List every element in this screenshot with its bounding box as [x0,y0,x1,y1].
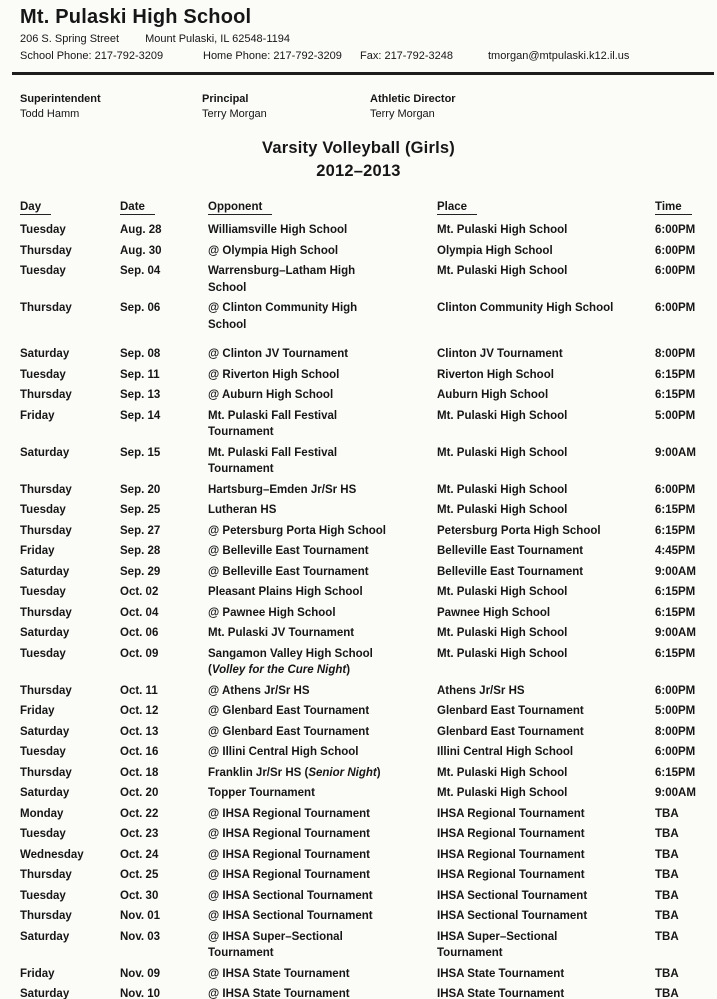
time-cell: 6:15PM [655,504,696,516]
day-cell: Thursday [20,606,72,619]
place-cell: Riverton High School [437,368,554,381]
place-cell: Auburn High School [437,389,549,401]
time-cell: TBA [655,869,679,881]
schedule-row [0,722,717,743]
date-cell: Oct. 16 [120,746,159,758]
opponent-cell: @ IHSA Sectional Tournament [208,889,373,902]
place-cell: Glenbard East Tournament [437,705,584,717]
place-cell: IHSA Sectional Tournament [437,889,588,902]
day-cell: Thursday [20,524,72,537]
col-header-place [437,201,655,215]
day-cell: Saturday [20,446,70,459]
school-name: Mt. Pulaski High School [20,6,252,28]
place-cell: Mt. Pulaski High School [437,409,568,422]
schedule-row [0,406,717,443]
date-cell: Oct. 13 [120,725,159,738]
col-header-date [120,201,208,215]
date-cell: Sep. 25 [120,504,161,516]
place-cell: Athens Jr/Sr HS [437,684,525,697]
day-cell: Tuesday [20,746,66,758]
date-cell: Nov. 10 [120,988,161,999]
date-cell: Aug. 30 [120,244,162,257]
col-header-time-label: Time [655,201,692,215]
date-cell: Sep. 11 [120,368,160,381]
schedule-row [0,261,717,298]
schedule-row [0,541,717,562]
schedule-row [0,906,717,927]
day-cell: Saturday [20,930,70,943]
day-cell: Saturday [20,988,70,999]
schedule-row [0,582,717,603]
date-cell: Oct. 18 [120,766,159,779]
day-cell: Friday [20,705,55,717]
schedule-row [0,623,717,644]
place-cell: Mt. Pulaski High School [437,647,568,660]
document-title-block [0,137,717,183]
schedule-row [0,220,717,241]
official-superintendent [20,92,202,122]
day-cell: Tuesday [20,504,66,516]
opponent-cell: Mt. Pulaski Fall Festival Tournament [208,409,338,438]
place-cell: Illini Central High School [437,746,574,758]
opponent-cell: Hartsburg–Emden Jr/Sr HS [208,483,357,496]
schedule-table [0,201,717,999]
place-cell: Mt. Pulaski High School [437,586,568,598]
opponent-cell: @ IHSA State Tournament [208,967,350,980]
place-cell: Belleville East Tournament [437,545,584,557]
address-city-state-zip: Mount Pulaski, IL 62548-1194 [145,33,290,45]
official-title: Athletic Director [370,93,456,105]
schedule-row [0,480,717,501]
date-cell: Aug. 28 [120,224,162,236]
opponent-cell: @ Petersburg Porta High School [208,524,386,537]
time-cell: TBA [655,889,679,902]
date-cell: Sep. 14 [120,409,161,422]
opponent-cell: Mt. Pulaski JV Tournament [208,627,355,639]
fax-number: Fax: 217-792-3248 [360,50,453,62]
date-cell: Nov. 03 [120,930,161,943]
day-cell: Tuesday [20,828,66,840]
schedule-rows [0,220,717,999]
schedule-row [0,964,717,985]
date-cell: Oct. 02 [120,586,159,598]
place-cell: IHSA Sectional Tournament [437,910,588,922]
place-cell: IHSA Regional Tournament [437,848,585,861]
time-cell: 6:15PM [655,389,696,401]
day-cell: Thursday [20,389,72,401]
place-cell: Clinton Community High School [437,302,614,314]
header-divider [12,72,714,75]
place-cell: Olympia High School [437,244,553,257]
date-cell: Oct. 25 [120,869,159,881]
time-cell: 6:15PM [655,606,696,619]
time-cell: 4:45PM [655,545,696,557]
opponent-cell: @ IHSA Regional Tournament [208,807,370,820]
schedule-row [0,681,717,702]
date-cell: Oct. 30 [120,889,159,902]
time-cell: 6:00PM [655,483,696,496]
officials-row [20,92,717,122]
time-cell: 5:00PM [655,705,696,717]
time-cell: 6:15PM [655,647,696,660]
place-cell: Mt. Pulaski High School [437,446,568,459]
schedule-row [0,783,717,804]
place-cell: IHSA State Tournament [437,967,565,980]
opponent-cell: @ Athens Jr/Sr HS [208,684,310,697]
opponent-cell: @ Glenbard East Tournament [208,705,370,717]
schedule-row [0,603,717,624]
official-principal [202,92,370,122]
opponent-cell: @ IHSA Regional Tournament [208,869,370,881]
date-cell: Oct. 12 [120,705,159,717]
day-cell: Friday [20,967,55,980]
time-cell: 6:00PM [655,302,696,314]
place-cell: Mt. Pulaski High School [437,483,568,496]
opponent-cell: @ IHSA Regional Tournament [208,828,370,840]
day-cell: Thursday [20,766,72,779]
time-cell: 8:00PM [655,348,696,360]
opponent-cell: @ Riverton High School [208,368,340,381]
date-cell: Oct. 22 [120,807,159,820]
time-cell: TBA [655,807,679,820]
opponent-cell: @ Belleville East Tournament [208,565,369,578]
schedule-row [0,241,717,262]
schedule-row [0,521,717,542]
official-title: Principal [202,93,249,105]
date-cell: Oct. 11 [120,684,158,697]
opponent-cell: @ Olympia High School [208,244,339,257]
day-cell: Friday [20,409,55,422]
place-cell: Glenbard East Tournament [437,725,584,738]
opponent-cell: Sangamon Valley High School (Volley for the Cure Night) [208,647,373,676]
schedule-header-row [0,201,717,215]
home-phone: Home Phone: 217-792-3209 [203,50,342,62]
day-cell: Thursday [20,483,72,496]
schedule-row [0,804,717,825]
schedule-row [0,824,717,845]
schedule-row [0,886,717,907]
schedule-row [0,701,717,722]
time-cell: 5:00PM [655,409,696,422]
day-cell: Thursday [20,244,72,257]
opponent-cell: @ Clinton JV Tournament [208,348,349,360]
date-cell: Sep. 15 [120,446,161,459]
date-cell: Oct. 09 [120,647,159,660]
date-cell: Nov. 09 [120,967,161,980]
place-cell: Mt. Pulaski High School [437,627,568,639]
letterhead [0,0,717,64]
col-header-day-label: Day [20,201,51,215]
time-cell: TBA [655,828,679,840]
time-cell: 6:00PM [655,265,696,277]
schedule-row [0,365,717,386]
schedule-row [0,927,717,964]
time-cell: TBA [655,988,679,999]
place-cell: Mt. Pulaski High School [437,265,568,277]
schedule-row [0,865,717,886]
schedule-row [0,742,717,763]
time-cell: 6:00PM [655,684,696,697]
time-cell: TBA [655,930,679,943]
page-title: Varsity Volleyball (Girls) [262,139,455,157]
place-cell: Mt. Pulaski High School [437,504,568,516]
time-cell: 9:00AM [655,787,696,799]
time-cell: 6:15PM [655,368,696,381]
time-cell: TBA [655,967,679,980]
day-cell: Saturday [20,627,70,639]
day-cell: Saturday [20,725,70,738]
schedule-row [0,344,717,365]
schedule-row [0,763,717,784]
schedule-row [0,845,717,866]
date-cell: Sep. 04 [120,265,161,277]
day-cell: Friday [20,545,55,557]
date-cell: Oct. 06 [120,627,159,639]
place-cell: IHSA Regional Tournament [437,828,585,840]
place-cell: Pawnee High School [437,606,551,619]
opponent-cell: @ Glenbard East Tournament [208,725,370,738]
date-cell: Oct. 04 [120,606,159,619]
day-cell: Saturday [20,565,70,578]
opponent-cell: Warrensburg–Latham High School [208,265,356,294]
season-subtitle: 2012–2013 [316,162,401,180]
place-cell: IHSA Super–Sectional Tournament [437,930,558,959]
schedule-row [0,984,717,999]
time-cell: TBA [655,910,679,922]
official-athletic-director [370,92,717,122]
date-cell: Sep. 08 [120,348,161,360]
official-title: Superintendent [20,93,101,105]
opponent-cell: @ IHSA Sectional Tournament [208,910,373,922]
date-cell: Nov. 01 [120,910,161,922]
opponent-cell: Williamsville High School [208,224,348,236]
opponent-cell: @ IHSA State Tournament [208,988,350,999]
opponent-cell: Lutheran HS [208,504,277,516]
schedule-row [0,562,717,583]
schedule-row [0,385,717,406]
place-cell: Belleville East Tournament [437,565,584,578]
opponent-cell: @ Clinton Community High School [208,302,358,331]
time-cell: 6:15PM [655,766,696,779]
place-cell: Mt. Pulaski High School [437,766,568,779]
time-cell: TBA [655,848,679,861]
opponent-cell: Pleasant Plains High School [208,586,363,598]
address-street: 206 S. Spring Street [20,33,120,45]
day-cell: Thursday [20,869,72,881]
official-name: Terry Morgan [202,108,267,120]
opponent-cell: @ Illini Central High School [208,746,359,758]
day-cell: Tuesday [20,586,66,598]
day-cell: Wednesday [20,848,84,861]
day-cell: Tuesday [20,889,66,902]
official-name: Todd Hamm [20,108,80,120]
opponent-cell: @ IHSA Regional Tournament [208,848,370,861]
date-cell: Sep. 27 [120,524,161,537]
date-cell: Sep. 29 [120,565,161,578]
opponent-cell: Franklin Jr/Sr HS (Senior Night) [208,766,381,779]
place-cell: Mt. Pulaski High School [437,787,568,799]
date-cell: Sep. 20 [120,483,161,496]
col-header-place-label: Place [437,201,477,215]
opponent-cell: @ Pawnee High School [208,606,336,619]
col-header-day [20,201,120,215]
schedule-row [0,644,717,681]
place-cell: Petersburg Porta High School [437,524,601,537]
date-cell: Sep. 13 [120,389,161,401]
place-cell: Clinton JV Tournament [437,348,563,360]
contact-line [20,49,717,64]
date-cell: Sep. 06 [120,302,161,314]
time-cell: 6:15PM [655,524,696,537]
day-cell: Thursday [20,302,72,314]
place-cell: IHSA State Tournament [437,988,565,999]
email-address: tmorgan@mtpulaski.k12.il.us [488,50,630,62]
day-cell: Saturday [20,348,70,360]
school-phone: School Phone: 217-792-3209 [20,50,164,62]
opponent-cell: Mt. Pulaski Fall Festival Tournament [208,446,338,475]
opponent-cell: Topper Tournament [208,787,315,799]
day-cell: Monday [20,807,64,820]
day-cell: Tuesday [20,368,66,381]
date-cell: Oct. 24 [120,848,159,861]
day-cell: Tuesday [20,224,66,236]
day-cell: Thursday [20,684,72,697]
schedule-row [0,298,717,335]
schedule-row [0,443,717,480]
official-name: Terry Morgan [370,108,435,120]
place-cell: IHSA Regional Tournament [437,807,585,820]
time-cell: 6:00PM [655,244,696,257]
time-cell: 8:00PM [655,725,696,738]
time-cell: 9:00AM [655,446,696,459]
address-line [20,32,717,47]
date-cell: Oct. 23 [120,828,159,840]
place-cell: IHSA Regional Tournament [437,869,585,881]
time-cell: 6:00PM [655,746,696,758]
opponent-cell: @ Auburn High School [208,389,334,401]
time-cell: 9:00AM [655,565,696,578]
day-cell: Saturday [20,787,70,799]
col-header-date-label: Date [120,201,155,215]
col-header-opponent-label: Opponent [208,201,272,215]
schedule-row [0,500,717,521]
date-cell: Sep. 28 [120,545,161,557]
day-cell: Tuesday [20,265,66,277]
time-cell: 6:00PM [655,224,696,236]
opponent-cell: @ IHSA Super–Sectional Tournament [208,930,343,959]
time-cell: 9:00AM [655,627,696,639]
day-cell: Tuesday [20,647,66,660]
date-cell: Oct. 20 [120,787,159,799]
time-cell: 6:15PM [655,586,696,598]
day-cell: Thursday [20,910,72,922]
opponent-cell: @ Belleville East Tournament [208,545,369,557]
place-cell: Mt. Pulaski High School [437,224,568,236]
col-header-time [655,201,717,215]
col-header-opponent [208,201,437,215]
